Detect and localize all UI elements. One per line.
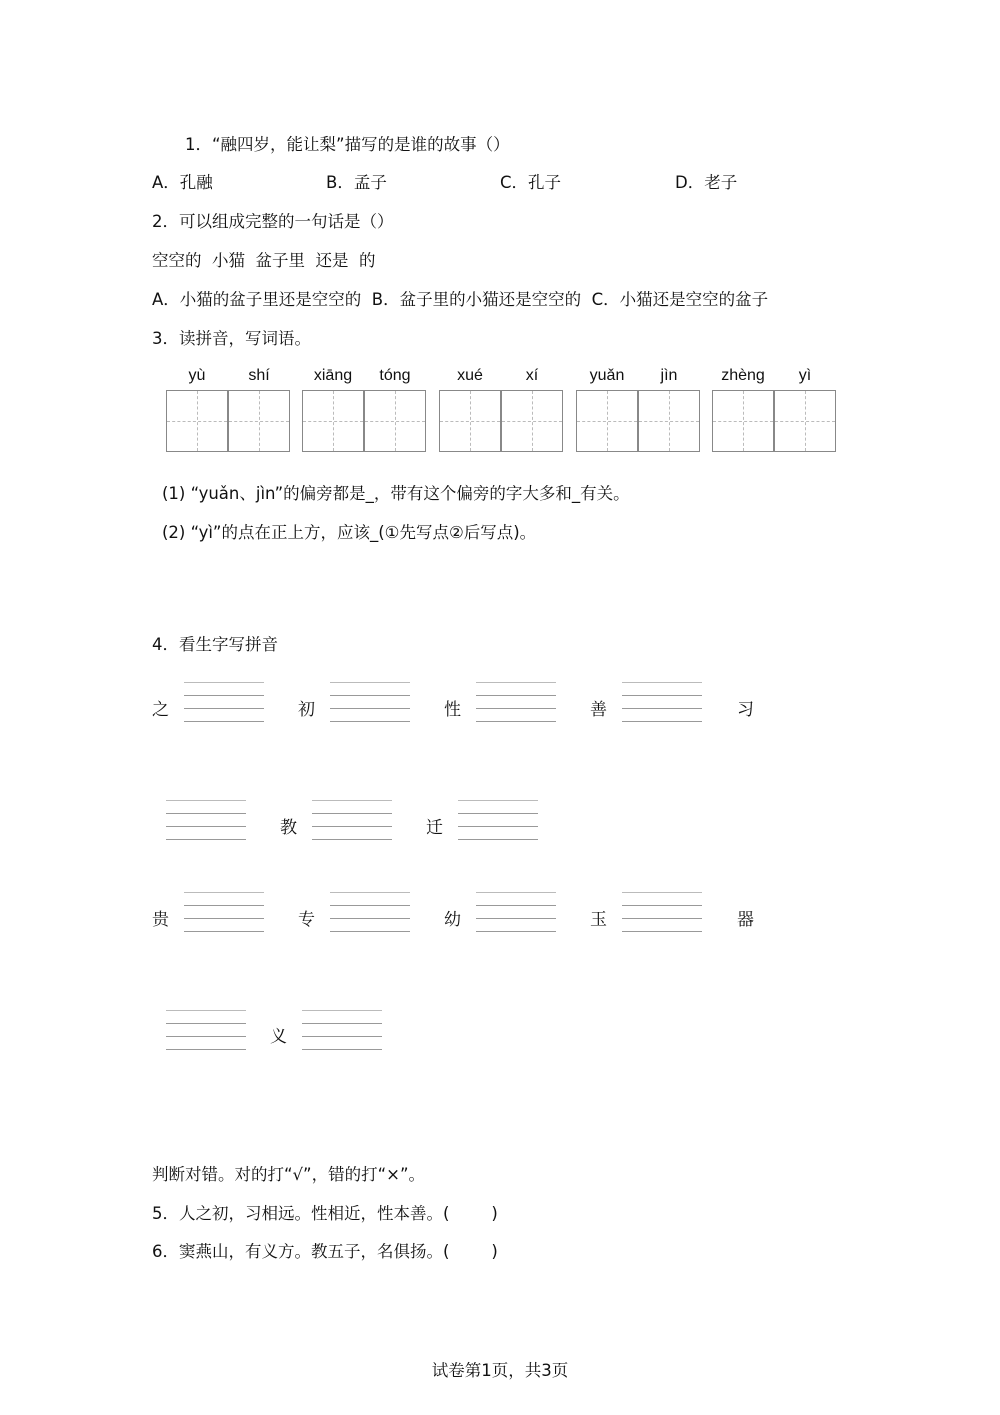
pinyin-writing-lines[interactable] [184,892,264,932]
pinyin-group-4 [576,366,700,454]
hanzi-char: 义 [270,1027,287,1047]
tianzige-box[interactable] [501,390,563,452]
q1-option-c: C．孔子 [500,173,562,192]
pinyin-writing-lines[interactable] [330,892,410,932]
hanzi-char: 专 [298,910,315,930]
pinyin-writing-lines[interactable] [330,682,410,722]
pinyin-writing-lines[interactable] [166,1010,246,1050]
hanzi-char: 善 [590,700,607,720]
pinyin-label: xí [525,367,539,384]
q4-stem: 4．看生字写拼音 [152,635,278,654]
pinyin-label: xué [457,367,483,384]
pinyin-label: tóng [379,367,411,384]
pinyin-label: xiāng [313,367,353,384]
tianzige-box[interactable] [576,390,638,452]
tianzige-box[interactable] [638,390,700,452]
hanzi-char: 习 [737,700,754,720]
hanzi-char: 贵 [152,910,169,930]
q1-stem: 1．“融四岁，能让梨”描写的是谁的故事（） [185,135,510,154]
q2-stem: 2．可以组成完整的一句话是（） [152,212,394,231]
tianzige-box[interactable] [364,390,426,452]
pinyin-group-3 [439,366,563,454]
pinyin-writing-lines[interactable] [622,892,702,932]
q2-options: A．小猫的盆子里还是空空的 B．盆子里的小猫还是空空的 C．小猫还是空空的盆子 [152,290,769,309]
q1-option-b: B．孟子 [326,173,387,192]
pinyin-group-1 [166,366,290,454]
hanzi-char: 玉 [590,910,607,930]
hanzi-char: 初 [298,700,315,720]
pinyin-label: jìn [660,367,678,384]
q1-option-a: A．孔融 [152,173,213,192]
q6-statement: 6．窦燕山，有义方。教五子，名俱扬。( ) [152,1242,498,1261]
pinyin-label: yù [188,367,206,384]
pinyin-label: yì [798,367,812,384]
tianzige-box[interactable] [712,390,774,452]
tianzige-box[interactable] [166,390,228,452]
hanzi-char: 迁 [426,818,443,838]
q1-option-d: D．老子 [675,173,738,192]
pinyin-label: yuǎn [589,367,625,384]
hanzi-char: 幼 [444,910,461,930]
hanzi-char: 之 [152,700,169,720]
q2-words: 空空的 小猫 盆子里 还是 的 [152,251,376,270]
q3-stem: 3．读拼音，写词语。 [152,329,311,348]
pinyin-label: zhèng [721,367,765,384]
hanzi-char: 器 [737,910,754,930]
pinyin-writing-lines[interactable] [458,800,538,840]
pinyin-group-5 [712,366,836,454]
pinyin-writing-lines[interactable] [302,1010,382,1050]
tianzige-box[interactable] [439,390,501,452]
hanzi-char: 性 [444,700,461,720]
pinyin-writing-lines[interactable] [312,800,392,840]
q5-statement: 5．人之初，习相远。性相近，性本善。( ) [152,1204,498,1223]
judge-instruction: 判断对错。对的打“√”，错的打“×”。 [152,1165,426,1184]
pinyin-writing-lines[interactable] [476,892,556,932]
pinyin-writing-lines[interactable] [166,800,246,840]
pinyin-writing-lines[interactable] [622,682,702,722]
pinyin-group-2 [302,366,426,454]
pinyin-writing-lines[interactable] [476,682,556,722]
q3-sub1: (1) “yuǎn、jìn”的偏旁都是_，带有这个偏旁的字大多和_有关。 [162,484,630,503]
q3-sub2: (2) “yì”的点在正上方，应该_(①先写点②后写点)。 [162,523,537,542]
tianzige-box[interactable] [228,390,290,452]
pinyin-writing-lines[interactable] [184,682,264,722]
tianzige-box[interactable] [774,390,836,452]
tianzige-box[interactable] [302,390,364,452]
page-footer: 试卷第1页，共3页 [431,1361,569,1380]
hanzi-char: 教 [280,818,297,838]
pinyin-label: shí [248,367,270,384]
